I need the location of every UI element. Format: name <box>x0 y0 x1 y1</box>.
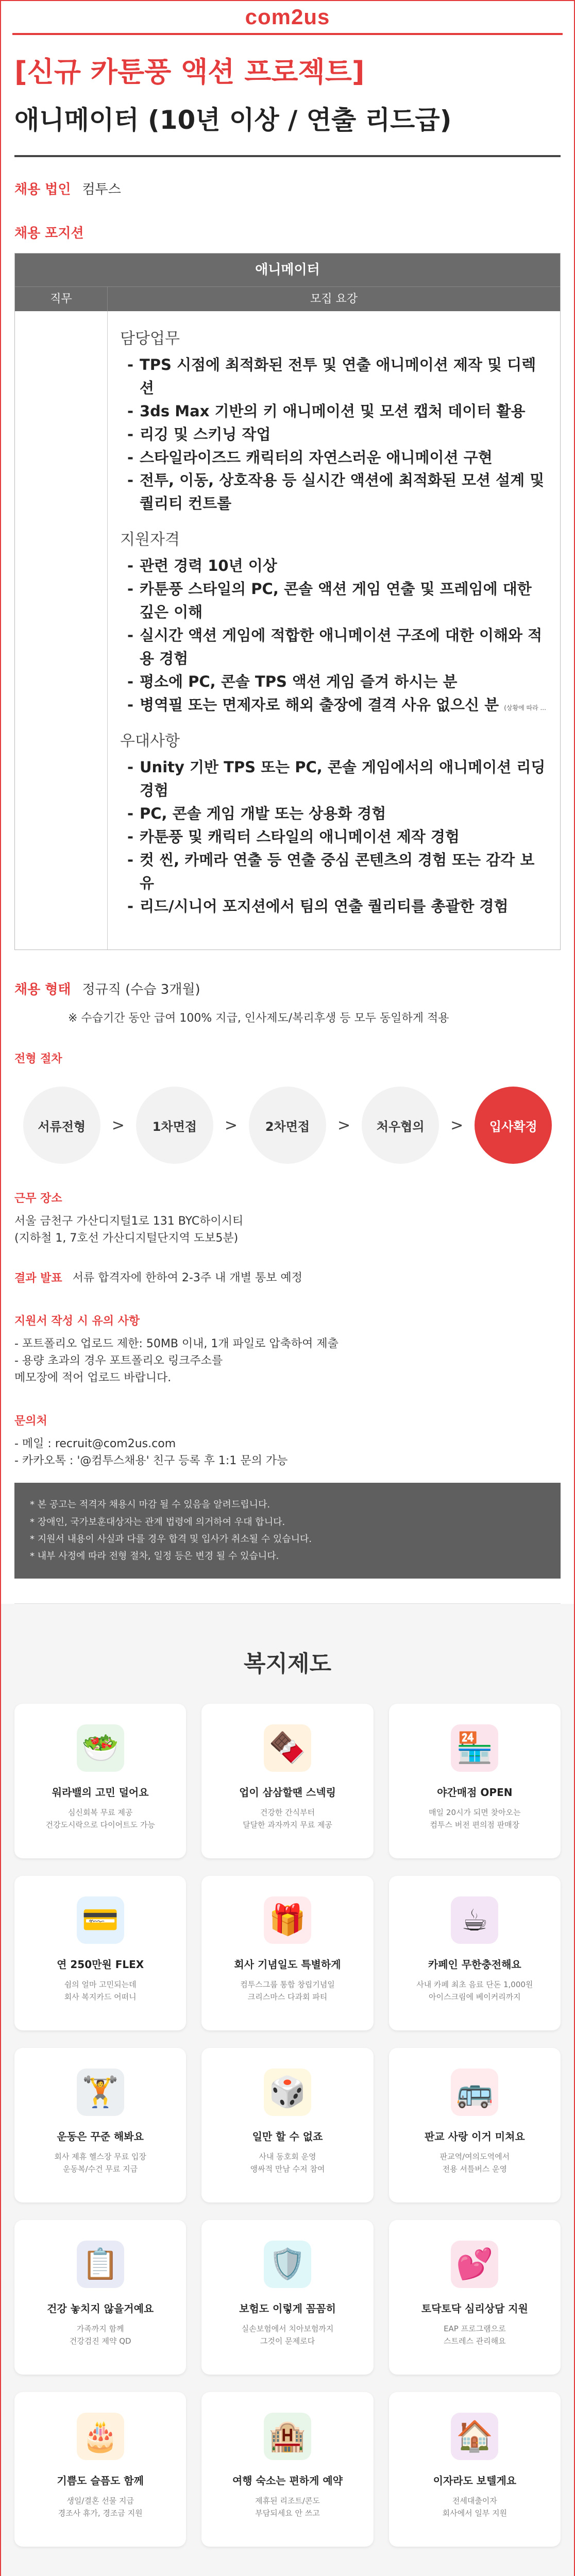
benefits-card <box>389 1876 561 2030</box>
card-description: 심신회복 무료 제공 건강도시락으로 다이어트도 가능 <box>45 1807 155 1829</box>
requirement-text: PC, 콘솔 게임 개발 또는 상용화 경험 <box>140 804 386 822</box>
benefits-card <box>14 1704 186 1858</box>
requirement-group-title: 담당업무 <box>120 329 180 348</box>
benefit-icon: 🥗 <box>77 1724 124 1772</box>
benefits-card <box>14 2220 186 2375</box>
requirement-item <box>127 756 548 802</box>
card-title: 건강 놓치지 않을거예요 <box>47 2302 154 2315</box>
contact-label: 문의처 <box>14 1415 47 1428</box>
apply-note-line: 메모장에 적어 업로드 바랍니다. <box>14 1371 172 1385</box>
card-title: 기쁨도 슬픔도 함께 <box>57 2474 144 2487</box>
card-description: 전세대출이자 회사에서 일부 지원 <box>442 2496 508 2518</box>
requirement-text: 관련 경력 10년 이상 <box>140 557 277 575</box>
contact-block <box>1 1412 574 1469</box>
page-headline: [신규 카툰풍 액션 프로젝트] <box>14 56 365 88</box>
benefit-icon: 🚌 <box>451 2069 498 2116</box>
card-title: 보험도 이렇게 꼼꼼히 <box>239 2302 336 2315</box>
requirement-item <box>127 895 548 918</box>
col-role: 직무 <box>15 287 108 311</box>
contact-kakao: - 카카오톡 : '@컴투스채용' 친구 등록 후 1:1 문의 가능 <box>14 1454 288 1468</box>
benefits-card <box>389 2220 561 2375</box>
requirement-text: 전투, 이동, 상호작용 등 실시간 액션에 최적화된 모션 설계 및 퀄리티 컨트롤 <box>140 471 545 513</box>
result-value: 서류 합격자에 한하여 2-3주 내 개별 통보 예정 <box>72 1272 302 1285</box>
card-title: 연 250만원 FLEX <box>57 1958 144 1971</box>
requirement-list <box>120 554 548 717</box>
benefit-icon: 🏨 <box>264 2413 311 2460</box>
requirement-item <box>127 825 548 849</box>
requirement-item <box>127 802 548 825</box>
card-title: 업이 삼삼할땐 스넥링 <box>239 1786 336 1799</box>
process-step: 1차면접 <box>136 1087 213 1164</box>
com2us-logo[interactable]: com2us <box>245 5 330 29</box>
benefits-card <box>14 2392 186 2547</box>
result-label: 결과 발표 <box>14 1272 62 1285</box>
process-label: 전형 절차 <box>14 1053 62 1066</box>
benefits-card <box>14 1876 186 2030</box>
position-table-body <box>15 311 560 950</box>
requirement-text: TPS 시점에 최적화된 전투 및 연출 애니메이션 제작 및 디렉션 <box>140 355 536 397</box>
corp-label: 채용 법인 <box>14 181 71 197</box>
requirement-group-title: 지원자격 <box>120 531 180 549</box>
requirement-item <box>127 400 548 423</box>
employment-value: 정규직 (수습 3개월) <box>82 982 200 998</box>
card-title: 여행 숙소는 편하게 예약 <box>232 2474 343 2487</box>
card-description: 생일/결혼 선물 지급 경조사 휴가, 경조금 지원 <box>58 2496 143 2518</box>
requirement-text: Unity 기반 TPS 또는 PC, 콘솔 게임에서의 애니메이션 리딩 경험 <box>140 758 546 799</box>
process-step: 2차면접 <box>249 1087 326 1164</box>
card-description: 사내 카페 최초 음료 단돈 1,000원 아이스크림에 베이커리까지 <box>416 1979 533 2002</box>
requirement-item <box>127 469 548 515</box>
requirement-item <box>127 624 548 670</box>
card-description: 건강한 간식부터 달달한 과자까지 무료 제공 <box>243 1807 332 1829</box>
location-label: 근무 장소 <box>14 1192 62 1206</box>
notice-line: * 장애인, 국가보훈대상자는 관계 법령에 의거하여 우대 합니다. <box>30 1516 285 1528</box>
requirement-text: 리드/시니어 포지션에서 팀의 연출 퀄리티를 총괄한 경험 <box>140 897 509 915</box>
requirement-text: 스타일라이즈드 캐릭터의 자연스러운 애니메이션 구현 <box>140 448 493 466</box>
process-step: 서류전형 <box>23 1087 100 1164</box>
requirement-group-title: 우대사항 <box>120 732 180 750</box>
benefit-icon: 💳 <box>77 1896 124 1944</box>
benefit-icon: 🛡️ <box>264 2241 311 2288</box>
requirement-text: 리깅 및 스키닝 작업 <box>140 425 271 443</box>
role-cell <box>15 311 108 950</box>
position-label: 채용 포지션 <box>14 225 84 241</box>
card-description: 회사 제휴 헬스장 무료 입장 운동복/수건 무료 지급 <box>54 2151 146 2174</box>
card-title: 일만 할 수 없죠 <box>252 2130 323 2143</box>
position-table-title: 애니메이터 <box>15 253 560 286</box>
card-title: 워라밸의 고민 덜어요 <box>52 1786 149 1799</box>
requirement-item <box>127 693 548 717</box>
benefits-card <box>14 2048 186 2202</box>
benefits-card <box>201 1876 373 2030</box>
benefits-card <box>389 2048 561 2202</box>
position-table-header <box>15 286 560 311</box>
card-title: 이자라도 보텔게요 <box>433 2474 517 2487</box>
card-description: 가족까지 함께 건강검진 제약 QD <box>69 2324 131 2346</box>
benefit-icon: 📋 <box>77 2241 124 2288</box>
card-description: 사내 동호회 운영 앵싸적 만남 수저 참여 <box>250 2151 325 2174</box>
requirement-list <box>120 353 548 516</box>
requirement-item <box>127 353 548 400</box>
apply-notes-label: 지원서 작성 시 유의 사항 <box>14 1315 140 1328</box>
requirement-text: 평소에 PC, 콘솔 TPS 액션 게임 즐겨 하시는 분 <box>140 673 458 691</box>
card-title: 야간매점 OPEN <box>437 1786 513 1799</box>
benefit-icon: 🍫 <box>264 1724 311 1772</box>
title-divider <box>14 155 561 157</box>
requirement-item <box>127 423 548 446</box>
card-description: 매일 20시가 되면 찾아오는 컴투스 버전 편의점 판매장 <box>429 1807 521 1829</box>
benefit-icon: 🏪 <box>451 1724 498 1772</box>
requirement-text: 컷 씬, 카메라 연출 등 연출 중심 콘텐츠의 경험 또는 감각 보유 <box>140 851 535 892</box>
requirement-note: (상황에 따라 ... <box>504 704 546 711</box>
requirement-text: 카툰풍 및 캐릭터 스타일의 애니메이션 제작 경험 <box>140 827 460 845</box>
benefit-icon: 💕 <box>451 2241 498 2288</box>
apply-note-line: - 포트폴리오 업로드 제한: 50MB 이내, 1개 파일로 압축하여 제출 <box>14 1337 339 1351</box>
notice-line: * 지원서 내용이 사실과 다를 경우 합격 및 입사가 취소될 수 있습니다. <box>30 1534 312 1545</box>
requirement-item <box>127 578 548 624</box>
apply-notes-block <box>1 1312 574 1386</box>
chevron-right-icon: > <box>337 1116 351 1134</box>
card-description: 쉼의 얼마 고민되는데 회사 복지카드 어떠니 <box>64 1979 137 2002</box>
notice-line: * 본 공고는 적격자 채용시 마감 될 수 있음을 알려드립니다. <box>30 1499 270 1511</box>
card-title: 카페인 무한충전해요 <box>428 1958 521 1971</box>
location-line2: (지하철 1, 7호선 가산디지털단지역 도보5분) <box>14 1232 239 1245</box>
benefits-card <box>201 2048 373 2202</box>
requirements-cell <box>108 311 560 950</box>
benefit-icon: 🏋️ <box>77 2069 124 2116</box>
card-title: 회사 기념일도 특별하게 <box>234 1958 341 1971</box>
requirement-text: 실시간 액션 게임에 적합한 애니메이션 구조에 대한 이해와 적용 경험 <box>140 626 543 668</box>
requirement-text: 카툰풍 스타일의 PC, 콘솔 액션 게임 연출 및 프레임에 대한 깊은 이해 <box>140 580 532 621</box>
chevron-right-icon: > <box>224 1116 238 1134</box>
chevron-right-icon: > <box>111 1116 125 1134</box>
notice-box <box>14 1483 561 1578</box>
benefits-title: 복지제도 <box>243 1650 331 1677</box>
employment-note: ※ 수습기간 동안 급여 100% 지급, 인사제도/복리후생 등 모두 동일하게 적용 <box>68 1012 449 1025</box>
result-row <box>1 1269 574 1286</box>
requirement-item <box>127 849 548 895</box>
notice-line: * 내부 사정에 따라 전형 절차, 일정 등은 변경 될 수 있습니다. <box>30 1551 279 1562</box>
contact-email[interactable]: - 메일 : recruit@com2us.com <box>14 1437 176 1451</box>
requirement-text: 병역필 또는 면제자로 해외 출장에 결격 사유 없으신 분 <box>140 696 499 714</box>
corp-value: 컴투스 <box>82 181 121 197</box>
benefit-icon: 🎂 <box>77 2413 124 2460</box>
card-description: 제휴된 리조트/콘도 부담되세요 안 쓰고 <box>255 2496 320 2518</box>
benefits-card <box>201 2220 373 2375</box>
employment-row <box>1 979 574 998</box>
benefits-section <box>1 1604 574 2576</box>
page-title: 애니메이터 (10년 이상 / 연출 리드급) <box>14 105 452 135</box>
requirement-item <box>127 446 548 469</box>
card-title: 토닥토닥 심리상담 지원 <box>421 2302 528 2315</box>
benefits-grid <box>14 1704 561 2547</box>
process-step: 처우협의 <box>362 1087 439 1164</box>
header-divider <box>12 33 563 35</box>
location-line1: 서울 금천구 가산디지털1로 131 BYC하이시티 <box>14 1215 244 1228</box>
card-title: 판교 사랑 이거 미쳐요 <box>424 2130 525 2143</box>
requirement-text: 3ds Max 기반의 키 애니메이션 및 모션 캡처 데이터 활용 <box>140 402 526 420</box>
card-title: 운동은 꾸준 해봐요 <box>57 2130 144 2143</box>
corp-row <box>1 179 574 198</box>
benefit-icon: 🎁 <box>264 1896 311 1944</box>
position-table <box>14 253 561 951</box>
card-description: 컴투스그룹 통합 창립기념일 크리스마스 다과회 파티 <box>240 1979 335 2002</box>
process-steps <box>1 1087 574 1164</box>
col-requirements: 모집 요강 <box>310 292 358 306</box>
requirement-item <box>127 554 548 578</box>
benefits-card <box>389 2392 561 2547</box>
apply-note-line: - 용량 초과의 경우 포트폴리오 링크주소를 <box>14 1354 223 1368</box>
benefits-card <box>389 1704 561 1858</box>
requirement-list <box>120 756 548 918</box>
process-step: 입사확정 <box>475 1087 552 1164</box>
card-description: 실손보험에서 치아보험까지 그것이 문제로다 <box>241 2324 334 2346</box>
benefit-icon: 🎲 <box>264 2069 311 2116</box>
benefits-card <box>201 1704 373 1858</box>
benefits-card <box>201 2392 373 2547</box>
benefit-icon: ☕ <box>451 1896 498 1944</box>
location-block <box>1 1190 574 1247</box>
card-description: 판교역/여의도역에서 전용 셔틀버스 운영 <box>439 2151 510 2174</box>
requirement-item <box>127 670 548 693</box>
employment-label: 채용 형태 <box>14 982 71 998</box>
chevron-right-icon: > <box>450 1116 464 1134</box>
card-description: EAP 프로그램으로 스트레스 관리해요 <box>443 2324 506 2346</box>
benefit-icon: 🏠 <box>451 2413 498 2460</box>
